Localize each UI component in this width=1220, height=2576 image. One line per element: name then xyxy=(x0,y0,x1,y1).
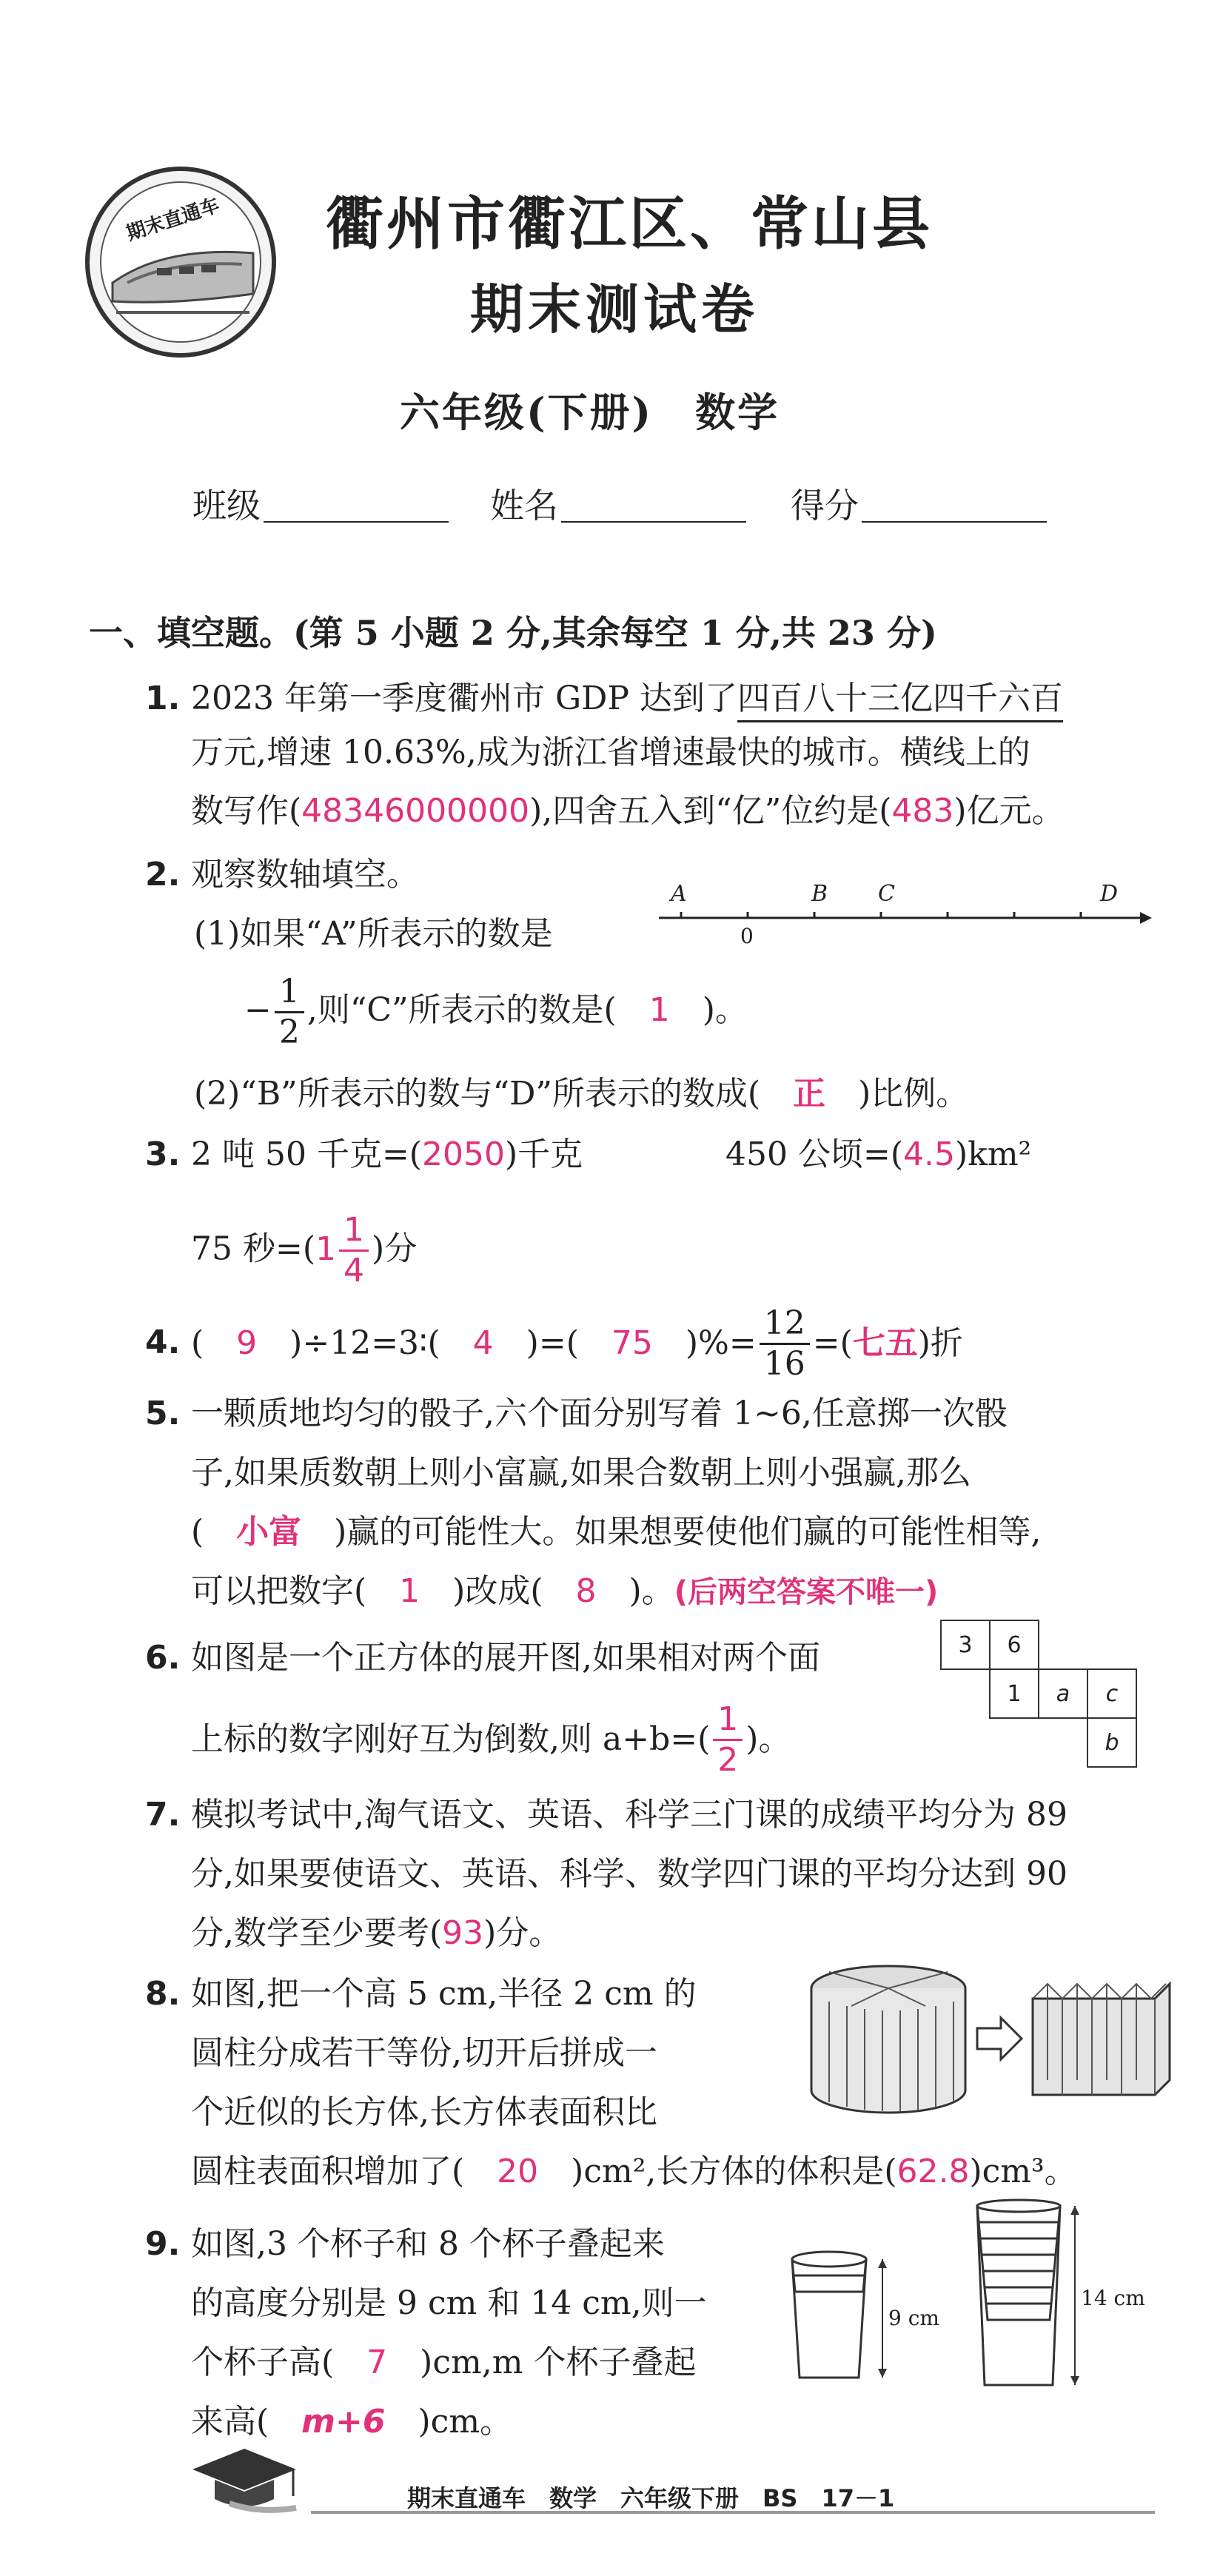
q9-line4: 来高( m+6 )cm。 xyxy=(191,2403,513,2441)
q1-number: 1. xyxy=(145,680,181,717)
cube-face: 3 xyxy=(940,1620,991,1670)
q5-note: (后两空答案不唯一) xyxy=(674,1575,939,1609)
q9-answer-2[interactable]: m+6 xyxy=(301,2403,386,2441)
q6-line1: 如图是一个正方体的展开图,如果相对两个面 xyxy=(191,1639,820,1677)
footer-text: 期末直通车 数学 六年级下册 BS 17－1 xyxy=(407,2484,895,2512)
q9-answer-1[interactable]: 7 xyxy=(366,2344,388,2381)
axis-label-B: B xyxy=(811,881,828,907)
axis-label-D: D xyxy=(1100,881,1119,907)
q7-line1: 模拟考试中,淘气语文、英语、科学三门课的成绩平均分为 89 xyxy=(191,1796,1068,1834)
q5-line1: 一颗质地均匀的骰子,六个面分别写着 1~6,任意掷一次骰 xyxy=(191,1395,1008,1432)
q8-line2: 圆柱分成若干等份,切开后拼成一 xyxy=(191,2034,657,2072)
q4-answer-2[interactable]: 4 xyxy=(472,1324,494,1362)
q3-answer-2[interactable]: 4.5 xyxy=(903,1136,955,1173)
q5-line2: 子,如果质数朝上则小富赢,如果合数朝上则小强赢,那么 xyxy=(191,1454,971,1492)
cylinder-figure xyxy=(807,1954,1177,2124)
q2-answer-2[interactable]: 正 xyxy=(793,1075,826,1113)
number-line xyxy=(651,881,1155,947)
q5-line4: 可以把数字( 1 )改成( 8 )。(后两空答案不唯一) xyxy=(191,1572,939,1610)
axis-label-zero: 0 xyxy=(740,924,754,948)
number-line-axis xyxy=(651,881,1155,947)
cups-figure xyxy=(785,2198,1184,2406)
q1-line3: 数写作(48346000000),四舍五入到“亿”位约是(483)亿元。 xyxy=(191,792,1065,830)
q4-answer-4[interactable]: 七五 xyxy=(852,1324,918,1362)
q9-line1: 如图,3 个杯子和 8 个杯子叠起来 xyxy=(191,2225,665,2263)
q7-number: 7. xyxy=(145,1796,181,1834)
q5-answer-3[interactable]: 8 xyxy=(575,1572,597,1610)
q4-line: ( 9 )÷12=3∶( 4 )=( 75 )%= $\frac{12}{16}$ =( 七五 )折 xyxy=(191,1304,963,1383)
cube-face: b xyxy=(1087,1717,1137,1768)
cube-net-figure xyxy=(940,1620,1140,1775)
axis-label-A: A xyxy=(671,881,687,907)
logo-text: 期末直通车 xyxy=(124,194,223,246)
q1-underlined-number: 四百八十三亿四千六百 xyxy=(737,680,1063,722)
exam-title-line1: 衢州市衢江区、常山县 xyxy=(326,190,934,258)
q3-answer-3[interactable]: 1 $\frac{1}{4}$ xyxy=(315,1230,372,1268)
q2-fraction: $\frac{1}{2}$ xyxy=(275,976,304,1049)
q8-number: 8. xyxy=(145,1975,181,2013)
q8-answer-2[interactable]: 62.8 xyxy=(896,2153,970,2190)
q6-answer[interactable]: $\frac{1}{2}$ xyxy=(713,1703,743,1777)
q6-number: 6. xyxy=(145,1639,181,1677)
q7-answer[interactable]: 93 xyxy=(442,1914,484,1952)
q4-number: 4. xyxy=(145,1324,181,1361)
cylinder-to-cuboid-icon xyxy=(807,1954,1177,2124)
q8-answer-1[interactable]: 20 xyxy=(497,2153,539,2190)
q7-line3: 分,数学至少要考(93)分。 xyxy=(191,1914,562,1952)
cube-face: a xyxy=(1038,1668,1088,1719)
q2-part1-line1: (1)如果“A”所表示的数是 xyxy=(194,915,553,953)
cube-face: 6 xyxy=(989,1620,1039,1670)
q9-line3: 个杯子高( 7 )cm,m 个杯子叠起 xyxy=(191,2344,697,2381)
q2-answer-1[interactable]: 1 xyxy=(648,991,670,1029)
q3-item-a: 2 吨 50 千克=(2050)千克 xyxy=(191,1136,583,1173)
q2-intro: 观察数轴填空。 xyxy=(191,856,419,893)
q5-answer-2[interactable]: 1 xyxy=(399,1572,420,1610)
exam-title-line2: 期末测试卷 xyxy=(470,278,760,341)
footer-graduation-cap-icon xyxy=(185,2440,304,2521)
q1-line2: 万元,增速 10.63%,成为浙江省增速最快的城市。横线上的 xyxy=(191,734,1030,771)
q5-number: 5. xyxy=(145,1395,181,1432)
q4-answer-3[interactable]: 75 xyxy=(611,1324,653,1362)
q4-answer-1[interactable]: 9 xyxy=(236,1324,258,1362)
section-heading: 一、填空题。(第 5 小题 2 分,其余每空 1 分,共 23 分) xyxy=(89,613,937,653)
cube-face: c xyxy=(1087,1668,1137,1719)
q2-part1-line2: − $\frac{1}{2}$ ,则“C”所表示的数是( 1 )。 xyxy=(244,973,748,1051)
q1-answer-2[interactable]: 483 xyxy=(891,792,954,830)
q9-number: 9. xyxy=(145,2225,181,2263)
cups-height-label-small: 9 cm xyxy=(888,2306,939,2330)
name-field[interactable]: 姓名 xyxy=(490,489,746,523)
q4-fraction: $\frac{12}{16}$ xyxy=(760,1307,810,1381)
cube-face: 1 xyxy=(989,1668,1039,1719)
cups-height-label-large: 14 cm xyxy=(1081,2286,1145,2310)
q3-item-c: 75 秒=(1 $\frac{1}{4}$ )分 xyxy=(191,1211,418,1289)
q2-part2: (2)“B”所表示的数与“D”所表示的数成( 正 )比例。 xyxy=(194,1075,969,1113)
axis-label-C: C xyxy=(878,881,895,907)
train-logo-icon xyxy=(83,164,278,360)
q8-line1: 如图,把一个高 5 cm,半径 2 cm 的 xyxy=(191,1975,697,2013)
q6-line2: 上标的数字刚好互为倒数,则 a+b=( $\frac{1}{2}$ )。 xyxy=(191,1700,791,1779)
q1-line1: 2023 年第一季度衢州市 GDP 达到了四百八十三亿四千六百 xyxy=(191,682,1063,715)
q1-answer-1[interactable]: 48346000000 xyxy=(301,792,530,830)
q3-number: 3. xyxy=(145,1136,181,1173)
q3-item-b: 450 公顷=(4.5)km² xyxy=(725,1136,1032,1173)
q5-answer-1[interactable]: 小富 xyxy=(236,1513,302,1551)
q5-line3: ( 小富 )赢的可能性大。如果想要使他们赢的可能性相等, xyxy=(191,1513,1042,1551)
q3-answer-1[interactable]: 2050 xyxy=(421,1136,505,1173)
q8-line4: 圆柱表面积增加了( 20 )cm²,长方体的体积是(62.8)cm³。 xyxy=(191,2153,1077,2190)
q2-number: 2. xyxy=(145,856,181,893)
class-field[interactable]: 班级 xyxy=(192,489,449,523)
q7-line2: 分,如果要使语文、英语、科学、数学四门课的平均分达到 90 xyxy=(191,1855,1068,1893)
exam-subtitle: 六年级(下册) 数学 xyxy=(400,389,780,436)
score-field[interactable]: 得分 xyxy=(791,489,1047,523)
q8-line3: 个近似的长方体,长方体表面积比 xyxy=(191,2093,657,2131)
q9-line2: 的高度分别是 9 cm 和 14 cm,则一 xyxy=(191,2284,707,2322)
logo-badge xyxy=(83,164,278,360)
